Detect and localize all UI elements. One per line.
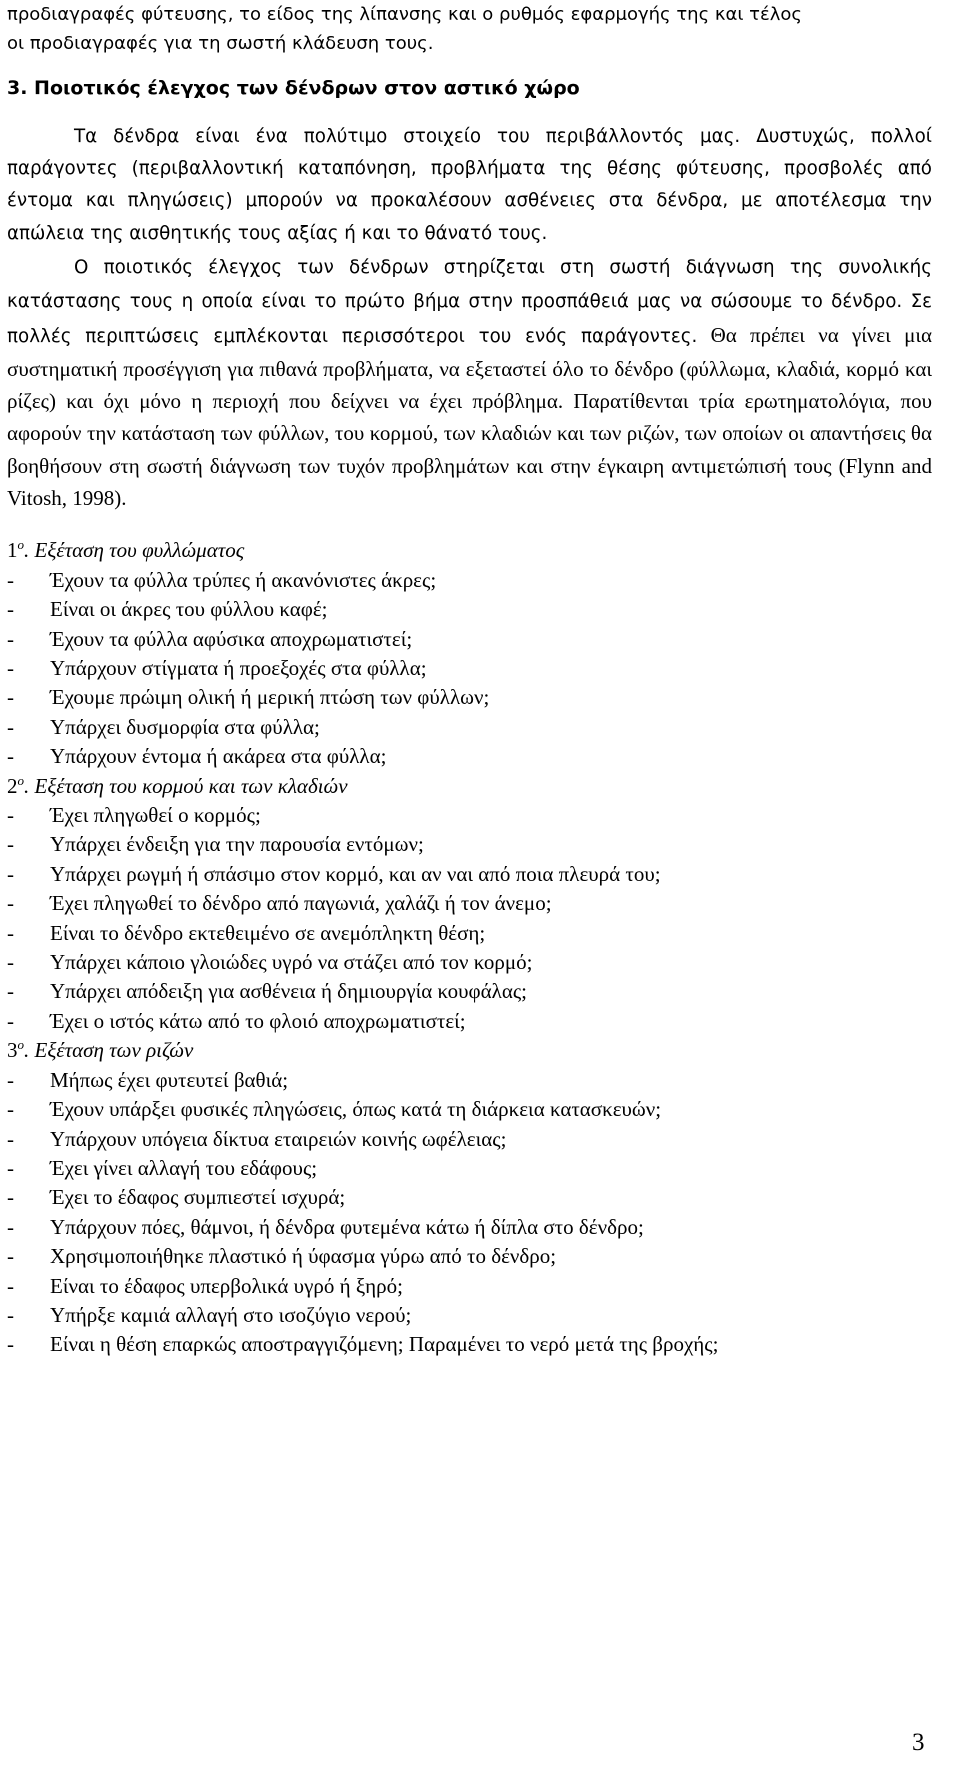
- list-item: - Έχει πληγωθεί ο κορμός;: [7, 801, 932, 830]
- page-number: 3: [912, 1729, 925, 1756]
- section-title-foliage: [7, 536, 932, 565]
- list-item: - Έχουν υπάρξει φυσικές πληγώσεις, όπως κατά τη διάρκεια κατασκευών;: [7, 1095, 932, 1124]
- section-number: 3: [7, 1038, 18, 1063]
- list-item: - Έχει ο ιστός κάτω από το φλοιό αποχρωματιστεί;: [7, 1007, 932, 1036]
- list-item: - Χρησιμοποιήθηκε πλαστικό ή ύφασμα γύρω από το δένδρο;: [7, 1242, 932, 1271]
- section-foliage: [7, 536, 932, 771]
- list-item: - Υπάρχει ένδειξη για την παρουσία εντόμων;: [7, 830, 932, 859]
- list-item: - Υπάρχει κάποιο γλοιώδες υγρό να στάζει από τον κορμό;: [7, 948, 932, 977]
- section-number: 2: [7, 773, 18, 798]
- question-list-foliage: [7, 566, 932, 772]
- section-heading: 3. Ποιοτικός έλεγχος των δένδρων στον αστικό χώρο: [7, 76, 580, 99]
- list-item: - Έχουν τα φύλλα αφύσικα αποχρωματιστεί;: [7, 625, 932, 654]
- paragraph-2: [7, 250, 932, 514]
- section-title-text: . Εξέταση των ριζών: [24, 1038, 194, 1063]
- section-title-roots: [7, 1036, 932, 1065]
- paragraph-1: Τα δένδρα είναι ένα πολύτιμο στοιχείο του περιβάλλοντός μας. Δυστυχώς, πολλοί παράγοντες (περιβαλλοντική καταπόνηση, προβλήματα της θέσης φύτευσης, προσβολές από έντομα και πληγώσεις) μπορούν να προκαλέσουν ασθένειες στα δένδρα, με αποτέλεσμα την απώλεια της αισθητικής τους αξίας ή και το θάνατό τους.: [7, 125, 932, 244]
- list-item: - Υπάρχουν πόες, θάμνοι, ή δένδρα φυτεμένα κάτω ή δίπλα στο δένδρο;: [7, 1213, 932, 1242]
- section-title-text: . Εξέταση του κορμού και των κλαδιών: [24, 773, 348, 798]
- intro-line-2: οι προδιαγραφές για τη σωστή κλάδευση τους.: [7, 33, 434, 55]
- intro-line-1: προδιαγραφές φύτευσης, το είδος της λίπανσης και ο ρυθμός εφαρμογής της και τέλος: [7, 4, 802, 25]
- list-item: - Είναι οι άκρες του φύλλου καφέ;: [7, 595, 932, 624]
- list-item: - Έχει γίνει αλλαγή του εδάφους;: [7, 1154, 932, 1183]
- list-item: - Υπάρχουν υπόγεια δίκτυα εταιρειών κοινής ωφέλειας;: [7, 1125, 932, 1154]
- list-item: - Έχει το έδαφος συμπιεστεί ισχυρά;: [7, 1183, 932, 1212]
- section-number: 1: [7, 538, 18, 563]
- question-list-trunk-branches: [7, 801, 932, 1036]
- list-item: - Είναι το δένδρο εκτεθειμένο σε ανεμόπληκτη θέση;: [7, 919, 932, 948]
- paragraph-2-part-1: Ο ποιοτικός έλεγχος των δένδρων στηρίζεται στη σωστή διάγνωση της συνολικής κατάστασης τους η οποία είναι το πρώτο βήμα στην προσπάθειά μας να σώσουμε το δένδρο. Σε πολλές περιπτώσεις εμπλέκονται περισσότεροι του ενός παράγοντες.: [7, 257, 932, 347]
- list-item: - Έχουμε πρώιμη ολική ή μερική πτώση των φύλλων;: [7, 683, 932, 712]
- list-item: - Είναι το έδαφος υπερβολικά υγρό ή ξηρό;: [7, 1272, 932, 1301]
- page-content: [7, 0, 932, 1360]
- list-item: - Υπάρχει δυσμορφία στα φύλλα;: [7, 713, 932, 742]
- section-roots: [7, 1036, 932, 1359]
- list-item: - Έχει πληγωθεί το δένδρο από παγωνιά, χαλάζι ή τον άνεμο;: [7, 889, 932, 918]
- paragraph-2-part-2: Θα πρέπει να γίνει μια συστηματική προσέγγιση για πιθανά προβλήματα, να εξεταστεί όλο το δένδρο (φύλλωμα, κλαδιά, κορμό και ρίζες) και όχι μόνο η περιοχή που δείχνει να έχει πρόβλημα. Παρατίθενται τρία ερωτηματολόγια, που αφορούν την κατάσταση των φύλλων, του κορμού, των κλαδιών και των ριζών, των οποίων οι απαντήσεις θα βοηθήσουν στη σωστή διάγνωση των τυχόν προβλημάτων και στην έγκαιρη αντιμετώπισή τους (Flynn and Vitosh, 1998).: [7, 322, 932, 511]
- question-list-roots: [7, 1066, 932, 1360]
- list-item: - Είναι η θέση επαρκώς αποστραγγιζόμενη; Παραμένει το νερό μετά της βροχής;: [7, 1330, 932, 1359]
- list-item: - Υπάρχει απόδειξη για ασθένεια ή δημιουργία κουφάλας;: [7, 977, 932, 1006]
- list-item: - Υπάρχουν στίγματα ή προεξοχές στα φύλλα;: [7, 654, 932, 683]
- intro-text: [7, 0, 932, 59]
- ordinal-marker: ο: [17, 772, 24, 788]
- ordinal-marker: ο: [17, 1037, 24, 1053]
- ordinal-marker: ο: [17, 537, 24, 553]
- list-item: - Μήπως έχει φυτευτεί βαθιά;: [7, 1066, 932, 1095]
- section-title-trunk-branches: [7, 772, 932, 801]
- section-trunk-branches: [7, 772, 932, 1037]
- list-item: - Έχουν τα φύλλα τρύπες ή ακανόνιστες άκρες;: [7, 566, 932, 595]
- list-item: - Υπήρξε καμιά αλλαγή στο ισοζύγιο νερού;: [7, 1301, 932, 1330]
- list-item: - Υπάρχει ρωγμή ή σπάσιμο στον κορμό, και αν ναι από ποια πλευρά του;: [7, 860, 932, 889]
- section-title-text: . Εξέταση του φυλλώματος: [24, 538, 245, 563]
- list-item: - Υπάρχουν έντομα ή ακάρεα στα φύλλα;: [7, 742, 932, 771]
